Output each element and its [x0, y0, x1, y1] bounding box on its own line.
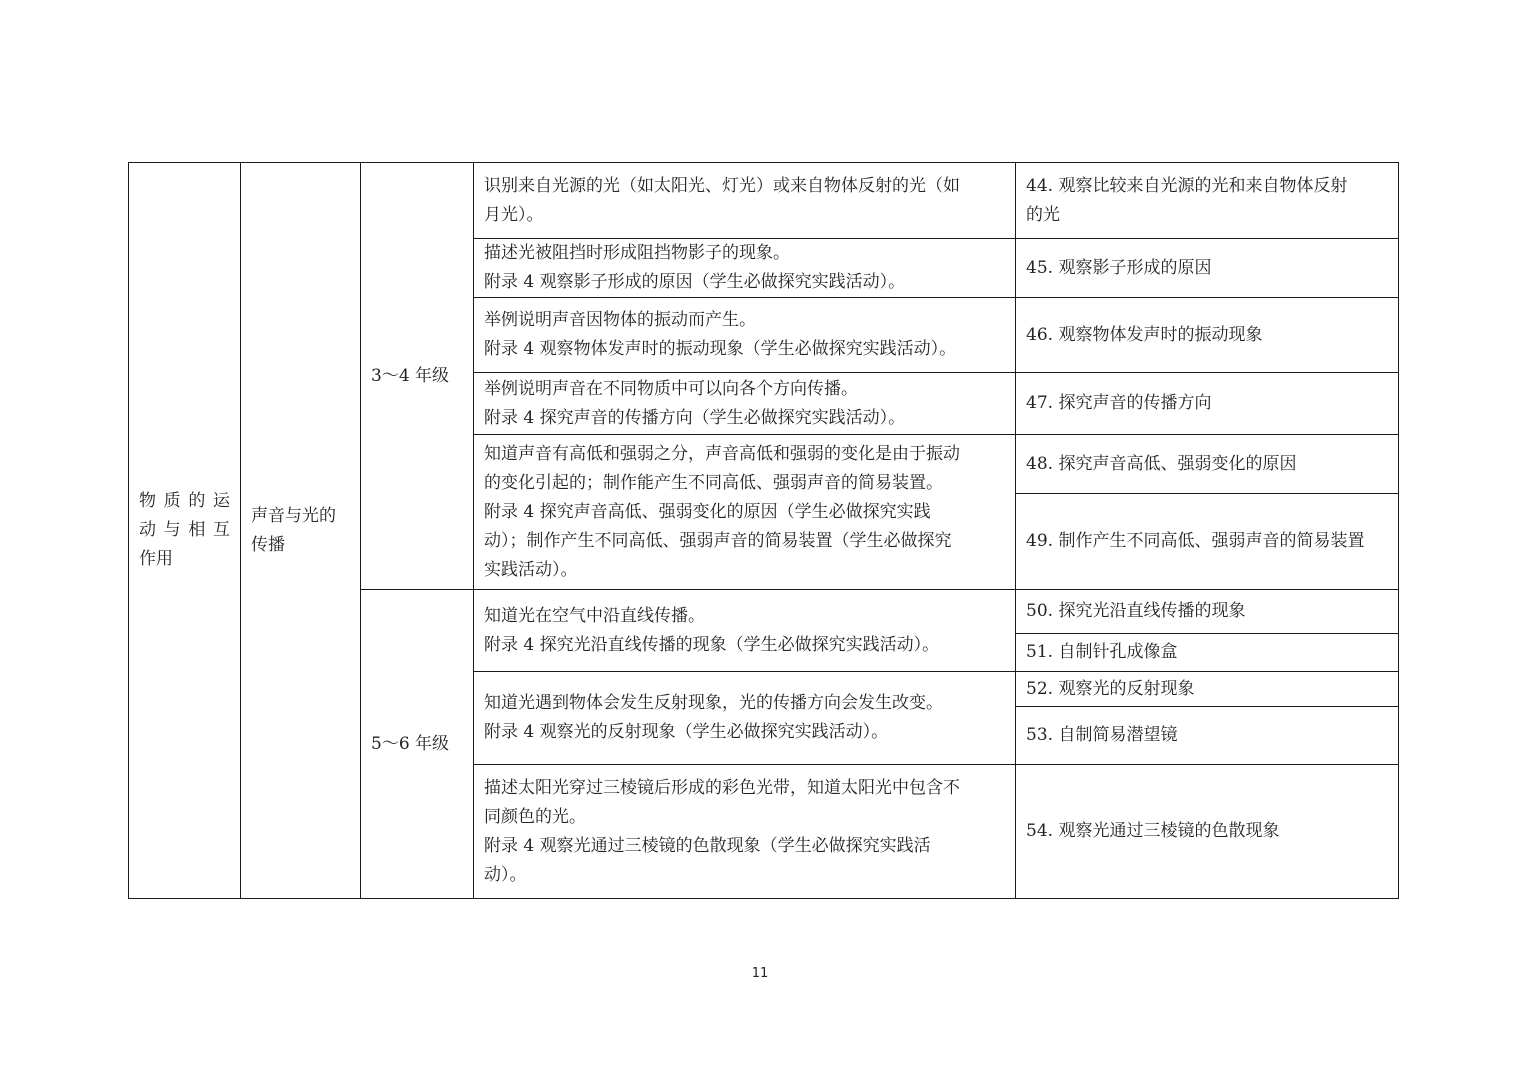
curriculum-table	[128, 162, 1399, 899]
activity-54: 54. 观察光通过三棱镜的色散现象	[1016, 765, 1399, 899]
requirement-cell: 知道光在空气中沿直线传播。 附录 4 探究光沿直线传播的现象（学生必做探究实践活动）。	[474, 590, 1016, 672]
requirement-cell: 描述光被阻挡时形成阻挡物影子的现象。 附录 4 观察影子形成的原因（学生必做探究实践活动）。	[474, 239, 1016, 298]
topic-cell: 声音与光的 传播	[241, 163, 361, 899]
activity-50: 50. 探究光沿直线传播的现象	[1016, 590, 1399, 634]
activity-46: 46. 观察物体发声时的振动现象	[1016, 298, 1399, 373]
activity-51: 51. 自制针孔成像盒	[1016, 634, 1399, 672]
requirement-cell: 举例说明声音因物体的振动而产生。 附录 4 观察物体发声时的振动现象（学生必做探究实践活动）。	[474, 298, 1016, 373]
domain-cell: 物质的运 动与相互 作用	[129, 163, 241, 899]
activity-52: 52. 观察光的反射现象	[1016, 672, 1399, 707]
requirement-cell: 知道声音有高低和强弱之分，声音高低和强弱的变化是由于振动 的变化引起的；制作能产生不同高低、强弱声音的简易装置。 附录 4 探究声音高低、强弱变化的原因（学生必做探究实践 动）；制作产生不同高低、强弱声音的简易装置（学生必做探究 实践活动）。	[474, 435, 1016, 590]
activity-47: 47. 探究声音的传播方向	[1016, 373, 1399, 435]
activity-53: 53. 自制简易潜望镜	[1016, 707, 1399, 765]
requirement-cell: 知道光遇到物体会发生反射现象，光的传播方向会发生改变。 附录 4 观察光的反射现象（学生必做探究实践活动）。	[474, 672, 1016, 765]
activity-44: 44. 观察比较来自光源的光和来自物体反射 的光	[1016, 163, 1399, 239]
requirement-cell: 举例说明声音在不同物质中可以向各个方向传播。 附录 4 探究声音的传播方向（学生必做探究实践活动）。	[474, 373, 1016, 435]
page-number: 11	[751, 966, 769, 981]
activity-49: 49. 制作产生不同高低、强弱声音的简易装置	[1016, 494, 1399, 590]
requirement-cell: 描述太阳光穿过三棱镜后形成的彩色光带，知道太阳光中包含不 同颜色的光。 附录 4 观察光通过三棱镜的色散现象（学生必做探究实践活 动）。	[474, 765, 1016, 899]
activity-48: 48. 探究声音高低、强弱变化的原因	[1016, 435, 1399, 494]
grade-5-6-cell: 5～6 年级	[361, 590, 474, 899]
grade-3-4-cell: 3～4 年级	[361, 163, 474, 590]
table-row	[129, 163, 1399, 239]
activity-45: 45. 观察影子形成的原因	[1016, 239, 1399, 298]
requirement-cell: 识别来自光源的光（如太阳光、灯光）或来自物体反射的光（如 月光）。	[474, 163, 1016, 239]
